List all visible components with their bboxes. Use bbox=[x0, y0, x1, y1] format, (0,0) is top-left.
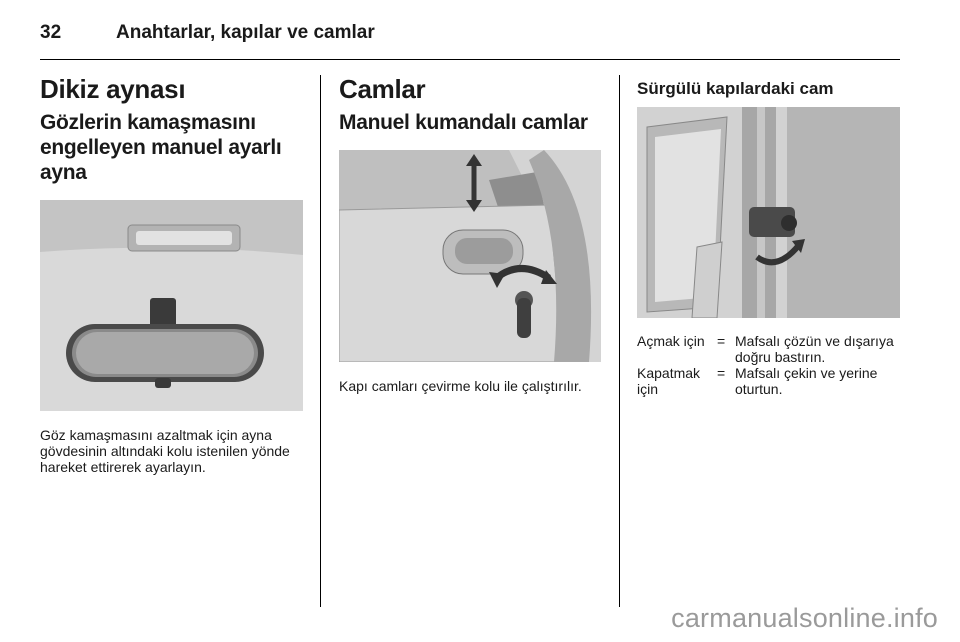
subsection-title-sliding-door: Sürgülü kapılardaki cam bbox=[637, 79, 834, 98]
definition-separator: = bbox=[717, 333, 726, 349]
definition-row-close bbox=[637, 365, 900, 397]
definition-term: Açmak için bbox=[637, 333, 705, 349]
definition-description: Mafsalı çekin ve yerine oturtun. bbox=[735, 365, 878, 397]
subsection-title-manual-windows: Manuel kumandalı camlar bbox=[339, 111, 588, 134]
column-divider-1 bbox=[320, 75, 321, 607]
section-title-mirror: Dikiz aynası bbox=[40, 74, 186, 104]
window-crank-illustration bbox=[339, 150, 601, 362]
chapter-title: Anahtarlar, kapılar ve camlar bbox=[116, 22, 375, 43]
header-rule bbox=[40, 59, 900, 60]
column-divider-2 bbox=[619, 75, 620, 607]
column-sliding-door-window bbox=[637, 74, 900, 100]
section-title-windows: Camlar bbox=[339, 74, 426, 104]
sliding-window-illustration bbox=[637, 107, 900, 318]
definition-separator: = bbox=[717, 365, 726, 381]
subsection-title-antiglare: Gözlerin kamaşmasını engelleyen manuel ayarlı ayna bbox=[40, 111, 282, 184]
page-number: 32 bbox=[40, 22, 62, 43]
definition-description: Mafsalı çözün ve dışarıya doğru bastırın. bbox=[735, 333, 894, 365]
mirror-caption: Göz kamaşmasını azaltmak için ayna gövdesinin altındaki kolu istenilen yönde hareket ettirerek ayarlayın. bbox=[40, 427, 290, 475]
watermark: carmanualsonline.info bbox=[671, 603, 938, 633]
column-windows bbox=[339, 74, 602, 135]
definition-list bbox=[637, 333, 900, 397]
mirror-illustration bbox=[40, 200, 303, 411]
page-header bbox=[40, 22, 375, 44]
windows-caption: Kapı camları çevirme kolu ile çalıştırılır. bbox=[339, 378, 582, 394]
column-rear-view-mirror bbox=[40, 74, 303, 185]
definition-term: Kapatmak için bbox=[637, 365, 701, 397]
definition-row-open bbox=[637, 333, 900, 365]
